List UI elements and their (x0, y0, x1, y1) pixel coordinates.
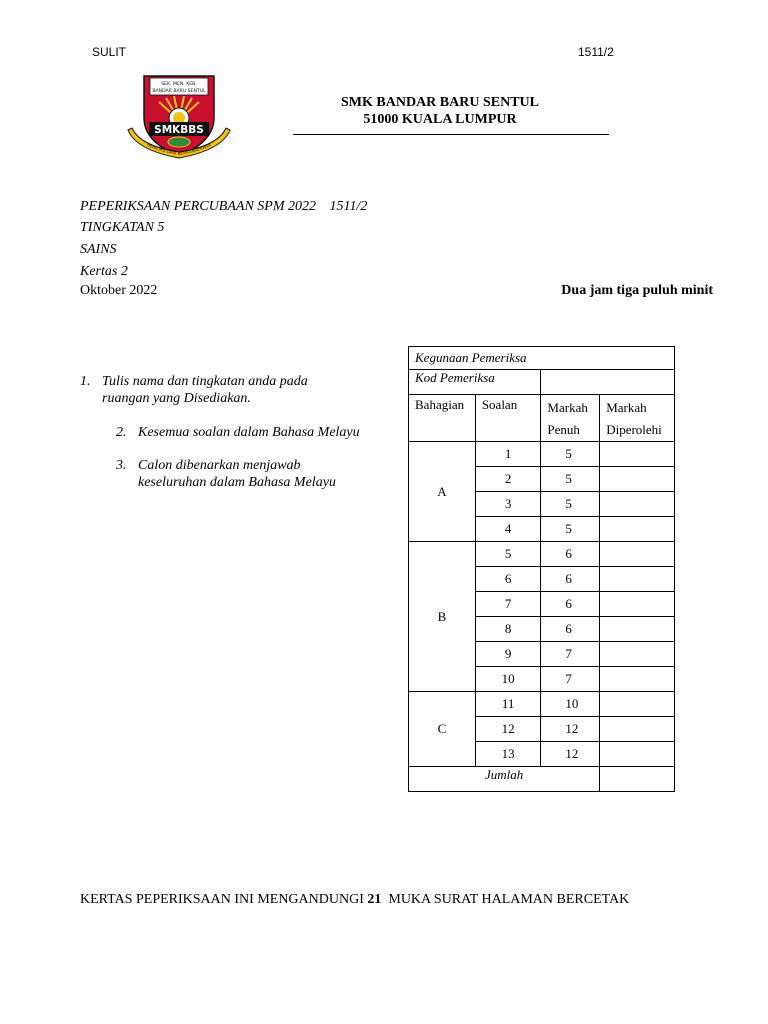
obtained-marks-cell[interactable] (600, 442, 675, 467)
question-number-cell: 3 (475, 492, 541, 517)
full-marks-cell: 7 (541, 667, 600, 692)
obtained-marks-cell[interactable] (600, 717, 675, 742)
header-obtained-1: Markah (606, 400, 647, 415)
question-number-cell: 5 (475, 542, 541, 567)
full-marks-cell: 5 (541, 492, 600, 517)
school-address: 51000 KUALA LUMPUR (363, 112, 517, 127)
classification-label: SULIT (92, 45, 127, 59)
instruction-item (116, 424, 396, 441)
instruction-text: Kesemua soalan dalam Bahasa Melayu (138, 425, 360, 440)
full-marks-cell: 7 (541, 642, 600, 667)
question-number-cell: 13 (475, 742, 541, 767)
header-full-marks-2: Penuh (547, 422, 580, 437)
obtained-marks-cell[interactable] (600, 667, 675, 692)
obtained-marks-cell[interactable] (600, 592, 675, 617)
question-row (409, 692, 675, 717)
instruction-item (80, 373, 370, 407)
table-caption: Kegunaan Pemeriksa (409, 347, 675, 370)
header-obtained-2: Diperolehi (606, 422, 662, 437)
header-section: Bahagian (409, 395, 476, 442)
obtained-marks-cell[interactable] (600, 467, 675, 492)
question-number-cell: 6 (475, 567, 541, 592)
question-row (409, 542, 675, 567)
examiner-code-label: Kod Pemeriksa (409, 370, 541, 395)
instruction-text: Calon dibenarkan menjawab (138, 458, 301, 473)
question-number-cell: 4 (475, 517, 541, 542)
instruction-number: 1. (80, 374, 91, 389)
exam-duration: Dua jam tiga puluh minit (561, 283, 713, 298)
exam-form: TINGKATAN 5 (80, 220, 165, 235)
school-logo (124, 72, 234, 162)
obtained-marks-cell[interactable] (600, 742, 675, 767)
obtained-marks-cell[interactable] (600, 492, 675, 517)
school-name: SMK BANDAR BARU SENTUL (341, 95, 539, 110)
instruction-number: 3. (116, 458, 127, 473)
question-number-cell: 9 (475, 642, 541, 667)
total-value-cell[interactable] (600, 767, 675, 792)
question-number-cell: 1 (475, 442, 541, 467)
section-cell: A (409, 442, 476, 542)
examiner-marks-table (408, 346, 675, 792)
obtained-marks-cell[interactable] (600, 567, 675, 592)
instruction-text-cont: ruangan yang Disediakan. (102, 391, 251, 406)
question-number-cell: 2 (475, 467, 541, 492)
full-marks-cell: 6 (541, 592, 600, 617)
header-obtained (600, 395, 675, 442)
footer-after: MUKA SURAT HALAMAN BERCETAK (388, 892, 630, 907)
header-question: Soalan (475, 395, 541, 442)
question-number-cell: 11 (475, 692, 541, 717)
full-marks-cell: 12 (541, 742, 600, 767)
full-marks-cell: 12 (541, 717, 600, 742)
question-number-cell: 8 (475, 617, 541, 642)
exam-paper: Kertas 2 (80, 264, 128, 279)
examiner-code-row (409, 370, 675, 395)
full-marks-cell: 6 (541, 567, 600, 592)
page-count-statement (80, 892, 629, 908)
question-row (409, 442, 675, 467)
footer-before: KERTAS PEPERIKSAAN INI MENGANDUNGI (80, 892, 364, 907)
instruction-text-cont: keseluruhan dalam Bahasa Melayu (138, 475, 336, 490)
svg-text:SMKBBS: SMKBBS (154, 124, 204, 136)
total-label: Jumlah (409, 767, 600, 792)
footer-page-count: 21 (367, 892, 382, 907)
exam-title: PEPERIKSAAN PERCUBAAN SPM 2022 (80, 199, 317, 214)
section-cell: B (409, 542, 476, 692)
instruction-item (116, 457, 396, 491)
header-full-marks (541, 395, 600, 442)
obtained-marks-cell[interactable] (600, 517, 675, 542)
paper-code-header: 1511/2 (578, 45, 614, 59)
full-marks-cell: 6 (541, 542, 600, 567)
exam-title-line (80, 199, 367, 215)
svg-text:SEK. MEN. KEB.: SEK. MEN. KEB. (161, 82, 197, 87)
obtained-marks-cell[interactable] (600, 642, 675, 667)
examiner-code-field[interactable] (541, 370, 675, 395)
full-marks-cell: 5 (541, 517, 600, 542)
instruction-number: 2. (116, 425, 127, 440)
total-row (409, 767, 675, 792)
question-number-cell: 10 (475, 667, 541, 692)
full-marks-cell: 5 (541, 467, 600, 492)
instruction-text: Tulis nama dan tingkatan anda pada (102, 374, 308, 389)
header-full-marks-1: Markah (547, 400, 588, 415)
table-header-row (409, 395, 675, 442)
full-marks-cell: 10 (541, 692, 600, 717)
exam-code: 1511/2 (329, 199, 368, 214)
obtained-marks-cell[interactable] (600, 692, 675, 717)
obtained-marks-cell[interactable] (600, 542, 675, 567)
full-marks-cell: 5 (541, 442, 600, 467)
obtained-marks-cell[interactable] (600, 617, 675, 642)
svg-text:BANDAR BARU SENTUL: BANDAR BARU SENTUL (152, 89, 206, 94)
question-number-cell: 12 (475, 717, 541, 742)
question-number-cell: 7 (475, 592, 541, 617)
svg-text:BERILMU DAN BERKEMAHIRAN: BERILMU DAN BERKEMAHIRAN (145, 142, 213, 158)
exam-date: Oktober 2022 (80, 283, 158, 298)
exam-subject: SAINS (80, 242, 117, 257)
full-marks-cell: 6 (541, 617, 600, 642)
header-underline (293, 134, 609, 135)
section-cell: C (409, 692, 476, 767)
table-caption-row (409, 347, 675, 370)
